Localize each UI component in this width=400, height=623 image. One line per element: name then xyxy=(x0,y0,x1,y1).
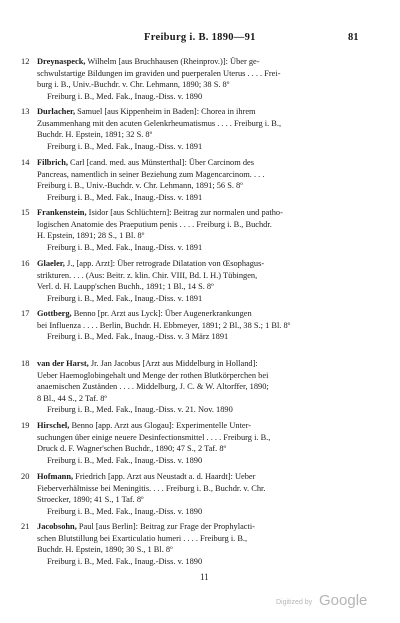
entry-line xyxy=(37,219,353,231)
entry-line-text: Benno [pr. Arzt aus Lyck]: Über Augenerkrankungen xyxy=(71,309,252,318)
entry-line xyxy=(37,381,353,393)
entry-line-text: Paul [aus Berlin]: Beitrag zur Frage der Prophylacti- xyxy=(76,522,255,531)
entry-line-text: Buchdr. H. Epstein, 1890; 30 S., 1 Bl. 8º xyxy=(37,545,173,555)
entry-line xyxy=(37,370,353,382)
entry-line xyxy=(37,281,353,293)
entry-line-text: anaemischen Zuständen . . . . Middelburg, J. C. & W. Altorffer, 1890; xyxy=(37,382,269,392)
entry-line xyxy=(37,169,353,181)
entry-text xyxy=(37,521,353,567)
entry-text xyxy=(37,420,353,466)
author-surname: Dreynaspeck, xyxy=(37,57,86,66)
entry-line-text: Samuel [aus Kippenheim in Baden]: Chorea in ihrem xyxy=(75,107,256,116)
entry-line xyxy=(37,68,353,80)
author-surname: Durlacher, xyxy=(37,107,76,116)
entry-line-text: H. Epstein, 1891; 28 S., 1 Bl. 8º xyxy=(37,231,145,241)
signature-mark: 11 xyxy=(200,572,209,582)
entry-line xyxy=(37,544,353,556)
entry-line-text: Freiburg i. B., Med. Fak., Inaug.-Diss. v. 1890 xyxy=(47,91,203,101)
entry-line-text: Carl [cand. med. aus Münsterthal]: Über Carcinom des xyxy=(67,158,255,167)
entry-line xyxy=(37,118,353,130)
entry-number: 18 xyxy=(21,359,30,368)
entry-line xyxy=(37,521,353,533)
author-surname: van der Harst, xyxy=(37,359,89,368)
entry-line-text: Freiburg i. B., Univ.-Buchdr. v. Chr. Lehmann, 1891; 56 S. 8º xyxy=(37,181,243,191)
entry-number: 17 xyxy=(21,309,30,318)
entry-line-text: Jr. Jan Jacobus [Arzt aus Middelburg in Holland]: xyxy=(88,359,258,368)
entry-line-text: 8 Bl., 44 S., 2 Taf. 8º xyxy=(37,393,108,403)
entry-line xyxy=(37,180,353,192)
author-surname: Frankenstein, xyxy=(37,208,87,217)
entry-line xyxy=(37,483,353,495)
entry-line-text: Freiburg i. B., Med. Fak., Inaug.-Diss. v. 1891 xyxy=(47,293,203,303)
entry-line-text: schen Blutstillung bei Exarticulatio humeri . . . . Freiburg i. B., xyxy=(37,533,248,543)
entry-line xyxy=(37,270,353,282)
entry-line xyxy=(37,230,353,242)
entry-text xyxy=(37,358,353,416)
entry-line-text: Freiburg i. B., Med. Fak., Inaug.-Diss. v. 1891 xyxy=(47,192,203,202)
entry-line-text: Benno [app. Arzt aus Glogau]: Experimentelle Unter- xyxy=(69,421,252,430)
running-title: Freiburg i. B. 1890—91 xyxy=(144,32,256,43)
entry-text xyxy=(37,471,353,517)
author-surname: Glaeler, xyxy=(37,259,65,268)
entry-line-text: Friedrich [app. Arzt aus Neustadt a. d. Haardt]: Ueber xyxy=(73,472,256,481)
watermark-brand: Google xyxy=(319,592,368,609)
entry-text xyxy=(37,106,353,152)
entry-line-text: Freiburg i. B., Med. Fak., Inaug.-Diss. v. 21. Nov. 1890 xyxy=(47,405,233,415)
entry-line xyxy=(37,91,353,103)
entry-line-text: Freiburg i. B., Med. Fak., Inaug.-Diss. v. 1891 xyxy=(47,141,203,151)
entry-line xyxy=(37,432,353,444)
entry-line xyxy=(37,242,353,254)
author-surname: Gottberg, xyxy=(37,309,72,318)
entry-line-text: burg i. B., Univ.-Buchdr. v. Chr. Lehmann, 1890; 38 S. 8º xyxy=(37,80,230,90)
entry-line xyxy=(37,393,353,405)
entry-number: 13 xyxy=(21,107,30,116)
entry-line xyxy=(37,506,353,518)
entry-number: 15 xyxy=(21,208,30,217)
entry-text xyxy=(37,157,353,203)
entry-line-text: suchungen über einige neuere Desinfectionsmittel . . . . Freiburg i. B., xyxy=(37,432,271,442)
entry-line-text: Ueber Haemoglobingehalt und Menge der rothen Blutkörperchen bei xyxy=(37,370,269,380)
entry-line-text: strikturen. . . . (Aus: Beitr. z. klin. Chir. VIII, Bd. I. H.) Tübingen, xyxy=(37,270,258,280)
entry-text xyxy=(37,308,353,343)
entry-line xyxy=(37,320,353,332)
entry-line-text: Druck d. F. Wagner'schen Buchdr., 1890; 47 S., 2 Taf. 8º xyxy=(37,444,227,454)
entry-line xyxy=(37,79,353,91)
entry-line xyxy=(37,141,353,153)
entry-text xyxy=(37,258,353,304)
entry-line-text: Zusammenhang mit den acuten Gelenkrheumatismus . . . . Freiburg i. B., xyxy=(37,118,282,128)
entry-line-text: Verl. d. H. Laupp'schen Buchh., 1891; 1 Bl., 14 S. 8º xyxy=(37,282,214,292)
entry-line xyxy=(37,455,353,467)
entry-line xyxy=(37,358,353,370)
page-number: 81 xyxy=(348,32,359,43)
entry-line xyxy=(37,443,353,455)
entry-line-text: Freiburg i. B., Med. Fak., Inaug.-Diss. v. 1890 xyxy=(47,455,203,465)
entry-line-text: Freiburg i. B., Med. Fak., Inaug.-Diss. v. 1890 xyxy=(47,506,203,516)
entry-number: 14 xyxy=(21,158,30,167)
entry-line-text: Freiburg i. B., Med. Fak., Inaug.-Diss. v. 1891 xyxy=(47,242,203,252)
entry-line-text: Wilhelm [aus Bruchhausen (Rheinprov.)]: Über ge- xyxy=(85,57,260,66)
entry-line xyxy=(37,404,353,416)
entry-text xyxy=(37,56,353,102)
entry-number: 12 xyxy=(21,57,30,66)
entry-line-text: Buchdr. H. Epstein, 1891; 32 S. 8º xyxy=(37,130,153,140)
author-surname: Jacobsohn, xyxy=(37,522,77,531)
entry-number: 20 xyxy=(21,472,30,481)
entry-line xyxy=(37,157,353,169)
entry-line-text: Freiburg i. B., Med. Fak., Inaug.-Diss. v. 3 März 1891 xyxy=(47,332,229,342)
entry-line xyxy=(37,331,353,343)
entry-line xyxy=(37,192,353,204)
entry-line xyxy=(37,129,353,141)
entry-line-text: Pancreas, namentlich in seiner Beziehung zum Magencarcinom. . . . xyxy=(37,169,265,179)
entry-line-text: Stroecker, 1890; 41 S., 1 Taf. 8º xyxy=(37,495,144,505)
entry-line xyxy=(37,533,353,545)
entry-line-text: Freiburg i. B., Med. Fak., Inaug.-Diss. v. 1890 xyxy=(47,556,203,566)
author-surname: Hofmann, xyxy=(37,472,74,481)
page-header xyxy=(0,32,400,46)
entry-number: 16 xyxy=(21,259,30,268)
entry-line-text: logischen Anatomie des Praeputium penis . . . . Freiburg i. B., Buchdr. xyxy=(37,219,272,229)
entry-line-text: schwulstartige Bildungen im graviden und puerperalen Uterus . . . . Frei- xyxy=(37,68,281,78)
entry-line xyxy=(37,106,353,118)
entry-line xyxy=(37,207,353,219)
watermark-digitized-text: Digitized by xyxy=(276,599,313,606)
entry-line xyxy=(37,556,353,568)
entry-line xyxy=(37,494,353,506)
entry-line xyxy=(37,471,353,483)
author-surname: Filbrich, xyxy=(37,158,68,167)
digitized-watermark xyxy=(276,592,386,612)
entry-line xyxy=(37,258,353,270)
entry-number: 21 xyxy=(21,522,30,531)
entry-line xyxy=(37,420,353,432)
entry-line-text: J., [app. Arzt]: Über retrograde Dilatation von Œsophagus- xyxy=(64,259,265,268)
entry-line-text: Fieberverhältnisse bei Meningitis. . . . Freiburg i. B., Buchdr. v. Chr. xyxy=(37,483,266,493)
entry-text xyxy=(37,207,353,253)
entry-line-text: Isidor [aus Schlüchtern]: Beitrag zur normalen und patho- xyxy=(86,208,283,217)
entry-number: 19 xyxy=(21,421,30,430)
entry-line-text: bei Influenza . . . . Berlin, Buchdr. H. Ebbmeyer, 1891; 2 Bl., 38 S.; 1 Bl. 8º xyxy=(37,320,291,330)
entry-line xyxy=(37,56,353,68)
entry-line xyxy=(37,293,353,305)
author-surname: Hirschel, xyxy=(37,421,70,430)
entry-line xyxy=(37,308,353,320)
